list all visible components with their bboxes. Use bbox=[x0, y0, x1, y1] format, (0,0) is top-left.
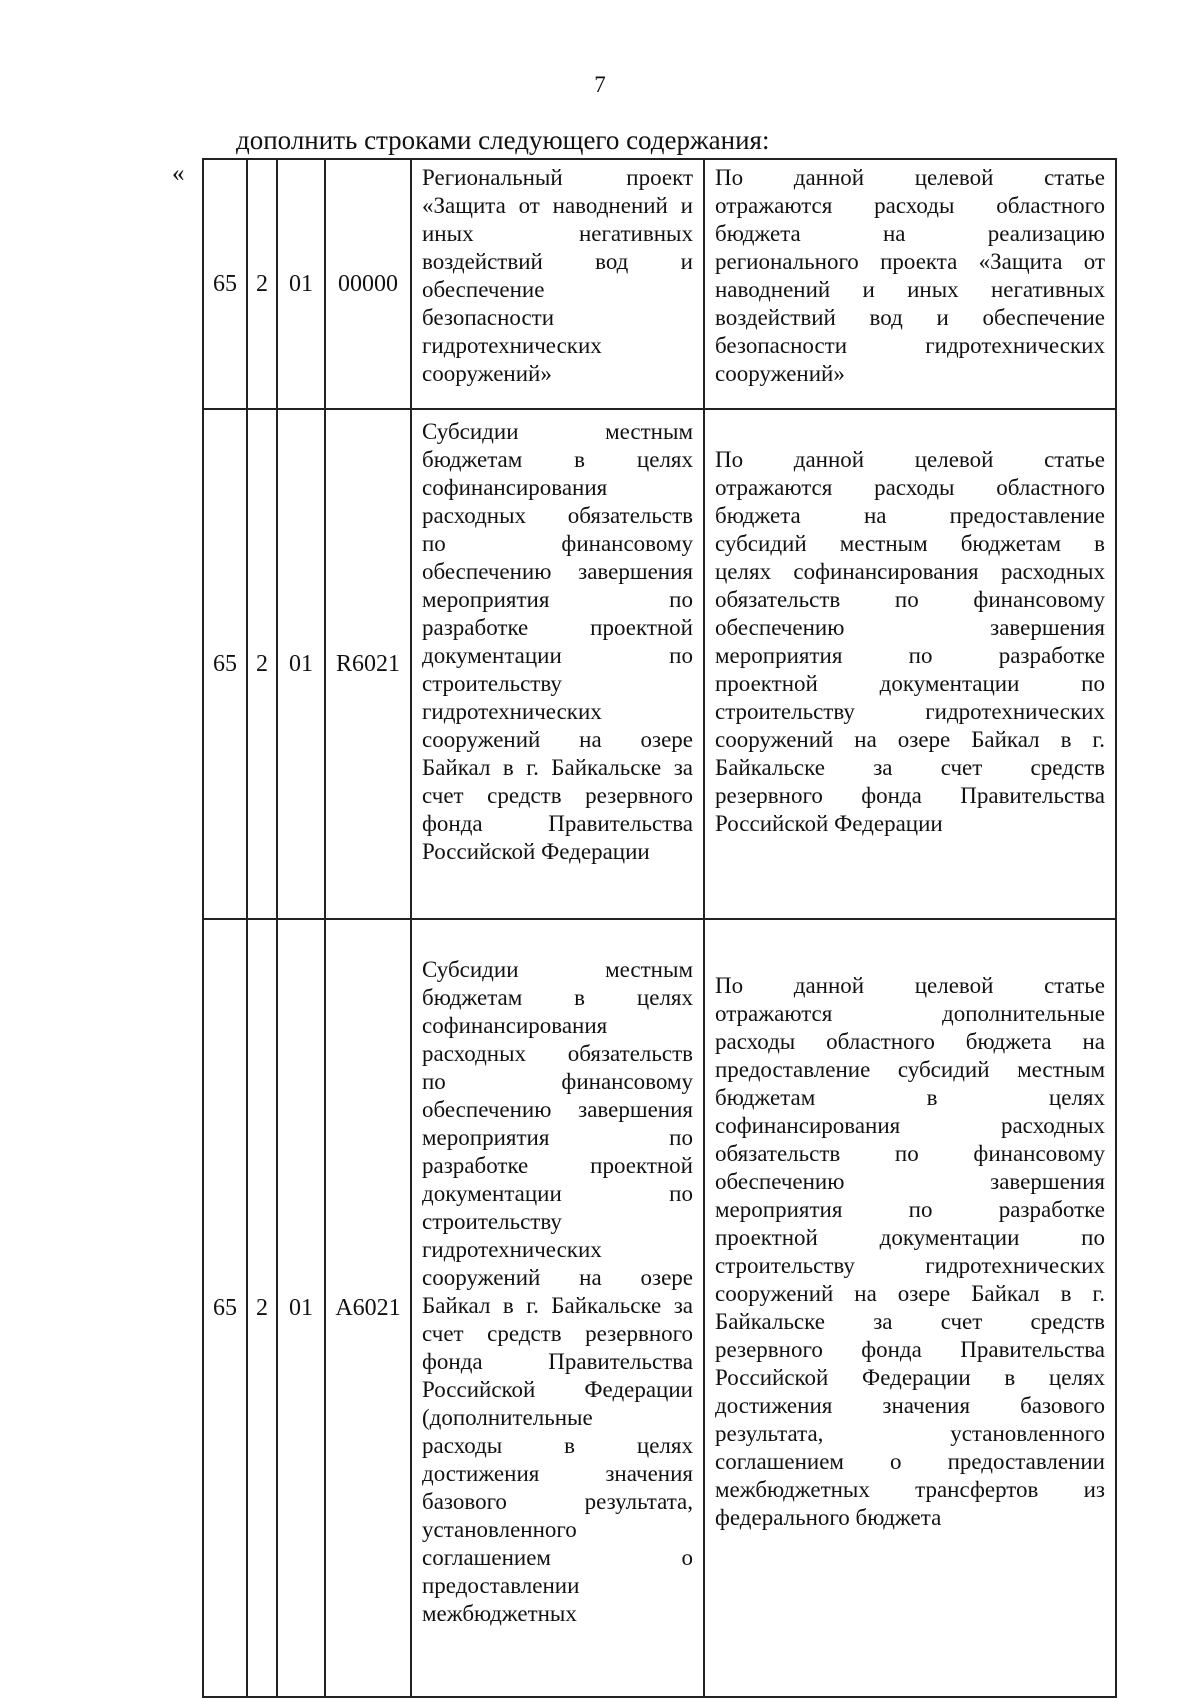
text-line: По данной целевой статье bbox=[715, 447, 1105, 472]
main-event-code-cell: 01 bbox=[277, 409, 325, 919]
text-line: бюджетам в целях bbox=[422, 985, 693, 1010]
direction-code-cell: 00000 bbox=[325, 159, 411, 409]
text-line: По данной целевой статье bbox=[715, 973, 1105, 998]
article-name-cell bbox=[411, 919, 704, 1697]
subprogram-code-cell: 2 bbox=[247, 159, 277, 409]
text-line: обязательств по финансовому bbox=[715, 1141, 1105, 1166]
text-line: результата, установленного bbox=[715, 1421, 1105, 1446]
text-line: мероприятия по разработке bbox=[715, 643, 1105, 668]
text-line: сооружений на озере Байкал в г. bbox=[715, 727, 1105, 752]
text-line: отражаются расходы областного bbox=[715, 193, 1105, 218]
text-line: бюджетам в целях bbox=[715, 1085, 1105, 1110]
text-line: резервного фонда Правительства bbox=[715, 783, 1105, 808]
text-line: разработке проектной bbox=[422, 615, 693, 640]
text-line: документации по bbox=[422, 1181, 693, 1206]
article-name-cell bbox=[411, 159, 704, 409]
opening-quote-mark: « bbox=[172, 160, 185, 187]
text-line: сооружений на озере Байкал в г. bbox=[715, 1281, 1105, 1306]
table-row bbox=[203, 159, 1116, 409]
text-line: Байкал в г. Байкальске за bbox=[422, 1293, 693, 1318]
text-line: строительству гидротехнических bbox=[715, 699, 1105, 724]
text-line: обязательств по финансовому bbox=[715, 587, 1105, 612]
text-line: Субсидии местным bbox=[422, 419, 693, 444]
text-line: Российской Федерации в целях bbox=[715, 1365, 1105, 1390]
text-line: расходных обязательств bbox=[422, 503, 693, 528]
text-line: расходы в целях bbox=[422, 1433, 693, 1458]
text-line: по финансовому bbox=[422, 1069, 693, 1094]
text-line: фонда Правительства bbox=[422, 1349, 693, 1374]
text-line: По данной целевой статье bbox=[715, 165, 1105, 190]
intro-text: дополнить строками следующего содержания: bbox=[236, 125, 770, 155]
text-line: Субсидии местным bbox=[422, 957, 693, 982]
text-line: предоставлении bbox=[422, 1573, 580, 1598]
article-description-cell bbox=[704, 409, 1116, 919]
text-line: отражаются дополнительные bbox=[715, 1001, 1105, 1026]
text-line: бюджета на реализацию bbox=[715, 221, 1105, 246]
text-line: Байкал в г. Байкальске за bbox=[422, 755, 693, 780]
text-line: бюджета на предоставление bbox=[715, 503, 1105, 528]
text-line: отражаются расходы областного bbox=[715, 475, 1105, 500]
text-line: предоставление субсидий местным bbox=[715, 1057, 1105, 1082]
text-line: резервного фонда Правительства bbox=[715, 1337, 1105, 1362]
text-line: софинансирования bbox=[422, 475, 608, 500]
text-line: гидротехнических bbox=[422, 333, 602, 358]
direction-code-cell: A6021 bbox=[325, 919, 411, 1697]
text-line: гидротехнических bbox=[422, 1237, 602, 1262]
text-line: строительству bbox=[422, 1209, 562, 1234]
text-line: соглашением о bbox=[422, 1545, 693, 1570]
text-line: Региональный проект bbox=[422, 165, 693, 190]
text-line: фонда Правительства bbox=[422, 811, 693, 836]
text-line: проектной документации по bbox=[715, 1225, 1105, 1250]
text-line: межбюджетных bbox=[422, 1601, 577, 1626]
text-line: строительству bbox=[422, 671, 562, 696]
text-line: сооружений» bbox=[422, 361, 552, 386]
text-line: сооружений на озере bbox=[422, 727, 693, 752]
text-line: расходных обязательств bbox=[422, 1041, 693, 1066]
subprogram-code-cell: 2 bbox=[247, 409, 277, 919]
text-line: целях софинансирования расходных bbox=[715, 559, 1105, 584]
program-code-cell: 65 bbox=[203, 409, 247, 919]
text-line: сооружений» bbox=[715, 361, 845, 386]
subprogram-code-cell: 2 bbox=[247, 919, 277, 1697]
text-line: безопасности bbox=[422, 305, 555, 330]
program-code-cell: 65 bbox=[203, 159, 247, 409]
text-line: установленного bbox=[422, 1517, 577, 1542]
direction-code-cell: R6021 bbox=[325, 409, 411, 919]
text-line: обеспечению завершения bbox=[422, 1097, 693, 1122]
text-line: софинансирования bbox=[422, 1013, 608, 1038]
text-line: обеспечению завершения bbox=[715, 1169, 1105, 1194]
text-line: достижения значения bbox=[422, 1461, 693, 1486]
text-line: проектной документации по bbox=[715, 671, 1105, 696]
text-line: безопасности гидротехнических bbox=[715, 333, 1105, 358]
text-line: воздействий вод и обеспечение bbox=[715, 305, 1105, 330]
text-line: обеспечение bbox=[422, 277, 545, 302]
text-line: Российской Федерации bbox=[422, 1377, 693, 1402]
text-line: мероприятия по bbox=[422, 587, 693, 612]
text-line: (дополнительные bbox=[422, 1405, 593, 1430]
text-line: софинансирования расходных bbox=[715, 1113, 1105, 1138]
text-line: воздействий вод и bbox=[422, 249, 693, 274]
text-line: соглашением о предоставлении bbox=[715, 1449, 1105, 1474]
text-line: Байкальске за счет средств bbox=[715, 755, 1105, 780]
text-line: счет средств резервного bbox=[422, 1321, 693, 1346]
page-number: 7 bbox=[594, 72, 606, 97]
text-line: обеспечению завершения bbox=[422, 559, 693, 584]
text-line: бюджетам в целях bbox=[422, 447, 693, 472]
text-line: расходы областного бюджета на bbox=[715, 1029, 1105, 1054]
text-line: счет средств резервного bbox=[422, 783, 693, 808]
text-line: документации по bbox=[422, 643, 693, 668]
table-row bbox=[203, 409, 1116, 919]
text-line: Российской Федерации bbox=[422, 839, 650, 864]
text-line: межбюджетных трансфертов из bbox=[715, 1477, 1105, 1502]
text-line: иных негативных bbox=[422, 221, 693, 246]
text-line: субсидий местным бюджетам в bbox=[715, 531, 1105, 556]
text-line: «Защита от наводнений и bbox=[422, 193, 693, 218]
article-description-cell bbox=[704, 159, 1116, 409]
main-event-code-cell: 01 bbox=[277, 159, 325, 409]
text-line: гидротехнических bbox=[422, 699, 602, 724]
main-event-code-cell: 01 bbox=[277, 919, 325, 1697]
text-line: по финансовому bbox=[422, 531, 693, 556]
text-line: наводнений и иных негативных bbox=[715, 277, 1105, 302]
text-line: сооружений на озере bbox=[422, 1265, 693, 1290]
table-row bbox=[203, 919, 1116, 1697]
text-line: разработке проектной bbox=[422, 1153, 693, 1178]
budget-codes-table bbox=[202, 158, 1117, 1698]
text-line: достижения значения базового bbox=[715, 1393, 1105, 1418]
article-name-cell bbox=[411, 409, 704, 919]
text-line: базового результата, bbox=[422, 1489, 693, 1514]
program-code-cell: 65 bbox=[203, 919, 247, 1697]
text-line: федерального бюджета bbox=[715, 1505, 942, 1530]
text-line: мероприятия по bbox=[422, 1125, 693, 1150]
text-line: Байкальске за счет средств bbox=[715, 1309, 1105, 1334]
article-description-cell bbox=[704, 919, 1116, 1697]
text-line: строительству гидротехнических bbox=[715, 1253, 1105, 1278]
text-line: Российской Федерации bbox=[715, 811, 943, 836]
text-line: регионального проекта «Защита от bbox=[715, 249, 1105, 274]
text-line: обеспечению завершения bbox=[715, 615, 1105, 640]
text-line: мероприятия по разработке bbox=[715, 1197, 1105, 1222]
